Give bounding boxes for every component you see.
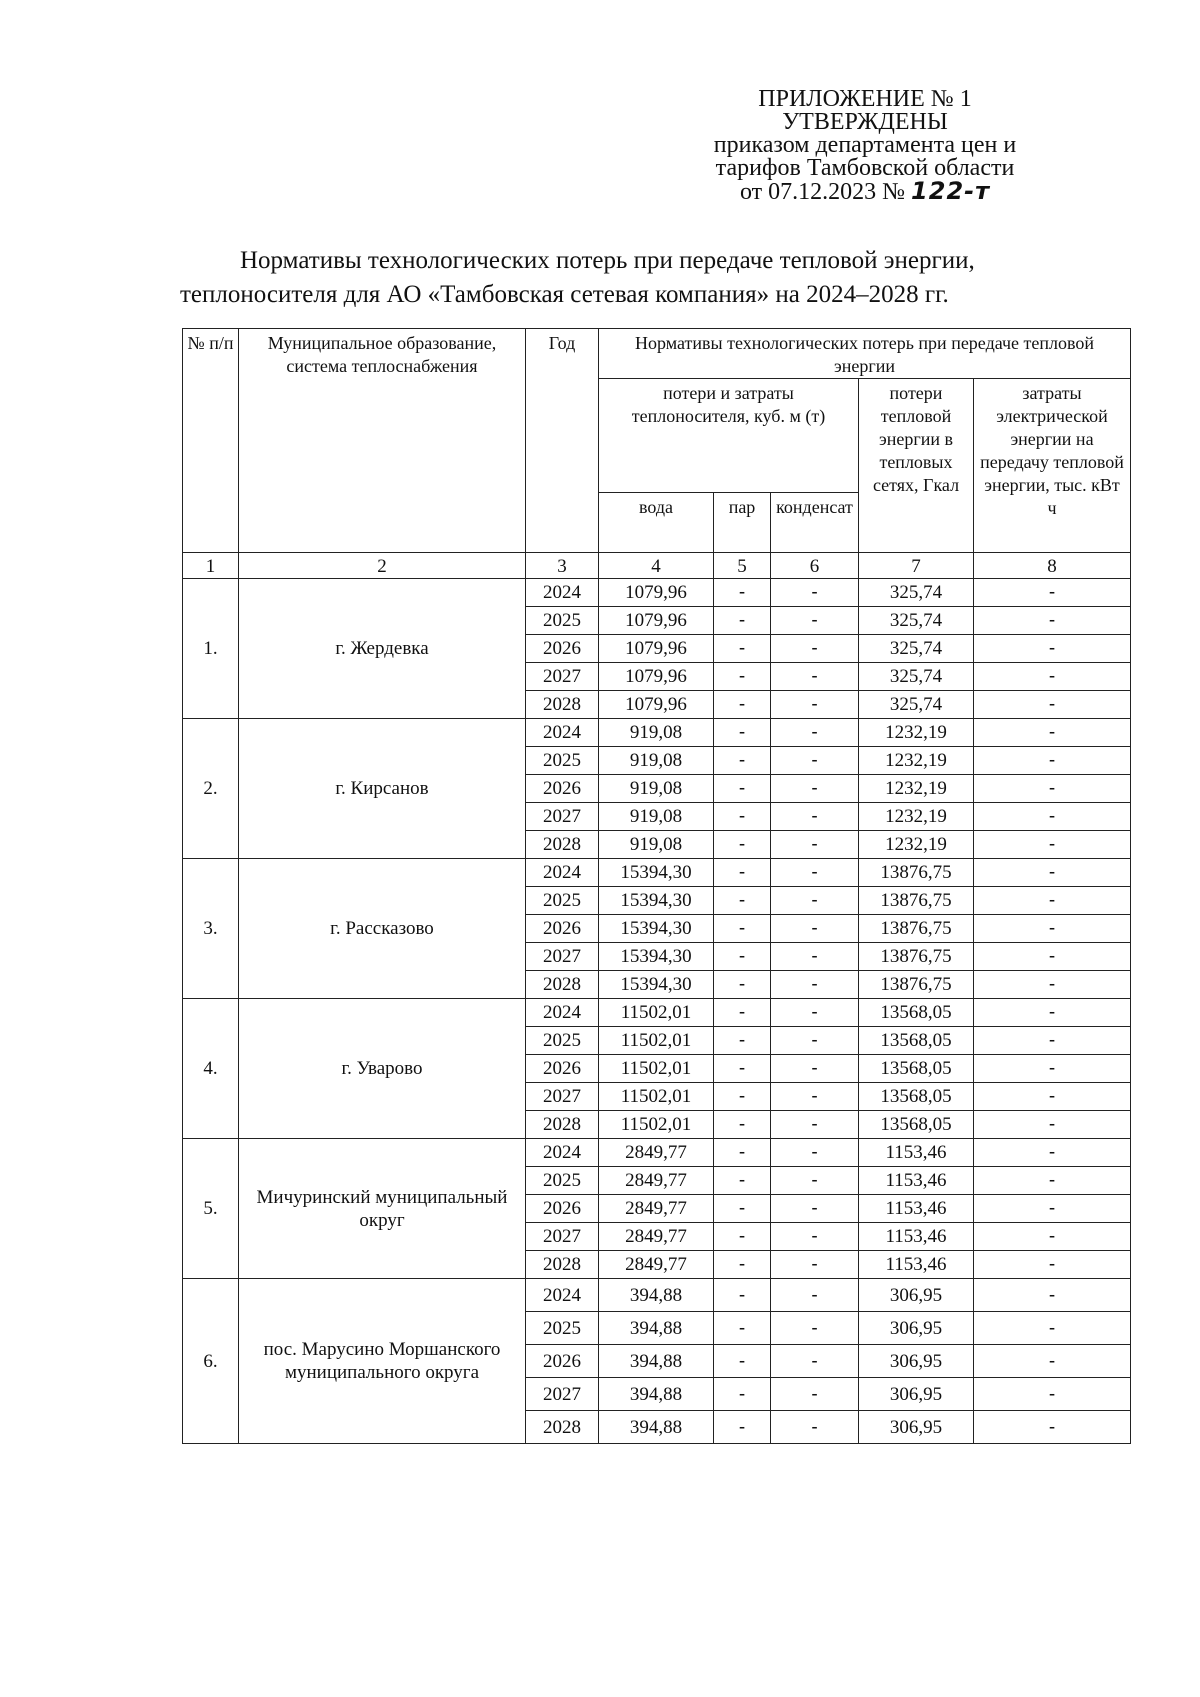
water-cell: 919,08 (599, 831, 714, 859)
heat-cell: 1153,46 (859, 1251, 974, 1279)
year-cell: 2025 (526, 1312, 599, 1345)
column-number: 2 (239, 553, 526, 579)
steam-cell: - (714, 1027, 771, 1055)
header-electricity: затраты электрической энергии на передачу тепловой энергии, тыс. кВт ч (974, 379, 1131, 553)
year-cell: 2024 (526, 719, 599, 747)
condensate-cell: - (771, 1111, 859, 1139)
year-cell: 2024 (526, 999, 599, 1027)
order-line-2: тарифов Тамбовской области (715, 155, 1015, 181)
year-cell: 2028 (526, 1111, 599, 1139)
column-number: 8 (974, 553, 1131, 579)
order-date: от 07.12.2023 № (739, 179, 906, 205)
heat-cell: 306,95 (859, 1411, 974, 1444)
condensate-cell: - (771, 1027, 859, 1055)
steam-cell: - (714, 719, 771, 747)
steam-cell: - (714, 1279, 771, 1312)
steam-cell: - (714, 1411, 771, 1444)
electric-cell: - (974, 635, 1131, 663)
steam-cell: - (714, 635, 771, 663)
condensate-cell: - (771, 579, 859, 607)
table-row (183, 719, 1131, 747)
electric-cell: - (974, 775, 1131, 803)
header-year: Год (526, 329, 599, 553)
approved-label: УТВЕРЖДЕНЫ (782, 109, 948, 135)
water-cell: 15394,30 (599, 971, 714, 999)
header-num: № п/п (183, 329, 239, 553)
heat-cell: 1153,46 (859, 1223, 974, 1251)
electric-cell: - (974, 915, 1131, 943)
year-cell: 2027 (526, 1223, 599, 1251)
steam-cell: - (714, 887, 771, 915)
condensate-cell: - (771, 999, 859, 1027)
water-cell: 1079,96 (599, 663, 714, 691)
electric-cell: - (974, 1345, 1131, 1378)
row-number-cell: 5. (183, 1139, 239, 1279)
municipality-cell: Мичуринский муниципальный округ (239, 1139, 526, 1279)
municipality-cell: г. Кирсанов (239, 719, 526, 859)
water-cell: 1079,96 (599, 691, 714, 719)
heat-cell: 1232,19 (859, 747, 974, 775)
heat-cell: 306,95 (859, 1378, 974, 1411)
heat-cell: 13876,75 (859, 943, 974, 971)
steam-cell: - (714, 747, 771, 775)
steam-cell: - (714, 1111, 771, 1139)
electric-cell: - (974, 607, 1131, 635)
municipality-cell: г. Жердевка (239, 579, 526, 719)
steam-cell: - (714, 1378, 771, 1411)
heat-cell: 1153,46 (859, 1167, 974, 1195)
heat-cell: 306,95 (859, 1345, 974, 1378)
title-line-1: Нормативы технологических потерь при передаче тепловой энергии, (240, 247, 975, 274)
order-number-handwritten: 122-т (911, 177, 991, 205)
condensate-cell: - (771, 607, 859, 635)
water-cell: 15394,30 (599, 915, 714, 943)
electric-cell: - (974, 1378, 1131, 1411)
electric-cell: - (974, 663, 1131, 691)
electric-cell: - (974, 1027, 1131, 1055)
heat-cell: 13568,05 (859, 999, 974, 1027)
condensate-cell: - (771, 1345, 859, 1378)
steam-cell: - (714, 607, 771, 635)
steam-cell: - (714, 1251, 771, 1279)
condensate-cell: - (771, 971, 859, 999)
water-cell: 394,88 (599, 1279, 714, 1312)
column-numbers-row (183, 553, 1131, 579)
heat-cell: 1232,19 (859, 803, 974, 831)
water-cell: 2849,77 (599, 1167, 714, 1195)
electric-cell: - (974, 999, 1131, 1027)
water-cell: 15394,30 (599, 943, 714, 971)
electric-cell: - (974, 691, 1131, 719)
year-cell: 2026 (526, 1055, 599, 1083)
condensate-cell: - (771, 859, 859, 887)
steam-cell: - (714, 971, 771, 999)
steam-cell: - (714, 1223, 771, 1251)
column-number: 6 (771, 553, 859, 579)
heat-cell: 1232,19 (859, 775, 974, 803)
electric-cell: - (974, 1083, 1131, 1111)
water-cell: 394,88 (599, 1411, 714, 1444)
condensate-cell: - (771, 719, 859, 747)
condensate-cell: - (771, 1195, 859, 1223)
electric-cell: - (974, 1312, 1131, 1345)
header-heat-loss: потери тепловой энергии в тепловых сетях, Гкал (859, 379, 974, 553)
condensate-cell: - (771, 1411, 859, 1444)
heat-cell: 13568,05 (859, 1027, 974, 1055)
heat-cell: 325,74 (859, 635, 974, 663)
water-cell: 394,88 (599, 1378, 714, 1411)
year-cell: 2027 (526, 1378, 599, 1411)
header-condensate: конденсат (771, 493, 859, 553)
condensate-cell: - (771, 1139, 859, 1167)
steam-cell: - (714, 1055, 771, 1083)
steam-cell: - (714, 775, 771, 803)
condensate-cell: - (771, 747, 859, 775)
order-line-1: приказом департамента цен и (713, 132, 1017, 158)
year-cell: 2026 (526, 635, 599, 663)
column-number: 7 (859, 553, 974, 579)
water-cell: 11502,01 (599, 1111, 714, 1139)
year-cell: 2026 (526, 1195, 599, 1223)
heat-cell: 325,74 (859, 579, 974, 607)
electric-cell: - (974, 859, 1131, 887)
steam-cell: - (714, 663, 771, 691)
condensate-cell: - (771, 1083, 859, 1111)
heat-cell: 13876,75 (859, 887, 974, 915)
steam-cell: - (714, 1083, 771, 1111)
condensate-cell: - (771, 887, 859, 915)
heat-cell: 325,74 (859, 663, 974, 691)
row-number-cell: 3. (183, 859, 239, 999)
title-line-2: теплоносителя для АО «Тамбовская сетевая компания» на 2024–2028 гг. (180, 281, 949, 308)
year-cell: 2024 (526, 859, 599, 887)
condensate-cell: - (771, 803, 859, 831)
column-number: 1 (183, 553, 239, 579)
year-cell: 2027 (526, 663, 599, 691)
water-cell: 11502,01 (599, 1027, 714, 1055)
document-title (150, 244, 1130, 312)
year-cell: 2025 (526, 607, 599, 635)
steam-cell: - (714, 1195, 771, 1223)
year-cell: 2028 (526, 1411, 599, 1444)
table-row (183, 1279, 1131, 1312)
water-cell: 2849,77 (599, 1251, 714, 1279)
condensate-cell: - (771, 775, 859, 803)
year-cell: 2025 (526, 1167, 599, 1195)
heat-cell: 306,95 (859, 1279, 974, 1312)
appendix-label: ПРИЛОЖЕНИЕ № 1 (758, 86, 972, 112)
water-cell: 2849,77 (599, 1195, 714, 1223)
water-cell: 1079,96 (599, 579, 714, 607)
water-cell: 1079,96 (599, 607, 714, 635)
electric-cell: - (974, 1167, 1131, 1195)
electric-cell: - (974, 971, 1131, 999)
electric-cell: - (974, 1139, 1131, 1167)
condensate-cell: - (771, 1279, 859, 1312)
municipality-cell: пос. Марусино Моршанского муниципального округа (239, 1279, 526, 1444)
condensate-cell: - (771, 1312, 859, 1345)
steam-cell: - (714, 803, 771, 831)
column-number: 5 (714, 553, 771, 579)
year-cell: 2028 (526, 1251, 599, 1279)
condensate-cell: - (771, 635, 859, 663)
row-number-cell: 4. (183, 999, 239, 1139)
condensate-cell: - (771, 831, 859, 859)
steam-cell: - (714, 691, 771, 719)
heat-cell: 13568,05 (859, 1055, 974, 1083)
electric-cell: - (974, 943, 1131, 971)
electric-cell: - (974, 887, 1131, 915)
condensate-cell: - (771, 1223, 859, 1251)
water-cell: 919,08 (599, 747, 714, 775)
water-cell: 919,08 (599, 803, 714, 831)
steam-cell: - (714, 915, 771, 943)
electric-cell: - (974, 579, 1131, 607)
heat-cell: 325,74 (859, 691, 974, 719)
electric-cell: - (974, 719, 1131, 747)
heat-cell: 13876,75 (859, 859, 974, 887)
steam-cell: - (714, 1312, 771, 1345)
year-cell: 2026 (526, 915, 599, 943)
electric-cell: - (974, 1111, 1131, 1139)
water-cell: 394,88 (599, 1312, 714, 1345)
year-cell: 2027 (526, 803, 599, 831)
electric-cell: - (974, 1223, 1131, 1251)
year-cell: 2025 (526, 887, 599, 915)
heat-cell: 13876,75 (859, 915, 974, 943)
year-cell: 2028 (526, 971, 599, 999)
condensate-cell: - (771, 943, 859, 971)
heat-cell: 13568,05 (859, 1111, 974, 1139)
condensate-cell: - (771, 1378, 859, 1411)
steam-cell: - (714, 859, 771, 887)
approval-header (640, 88, 1090, 204)
row-number-cell: 2. (183, 719, 239, 859)
row-number-cell: 6. (183, 1279, 239, 1444)
heat-cell: 325,74 (859, 607, 974, 635)
losses-table (182, 328, 1131, 1444)
electric-cell: - (974, 803, 1131, 831)
water-cell: 11502,01 (599, 1083, 714, 1111)
heat-cell: 306,95 (859, 1312, 974, 1345)
year-cell: 2027 (526, 1083, 599, 1111)
electric-cell: - (974, 1195, 1131, 1223)
year-cell: 2025 (526, 1027, 599, 1055)
heat-cell: 1232,19 (859, 719, 974, 747)
electric-cell: - (974, 747, 1131, 775)
water-cell: 15394,30 (599, 859, 714, 887)
steam-cell: - (714, 1345, 771, 1378)
water-cell: 15394,30 (599, 887, 714, 915)
column-number: 3 (526, 553, 599, 579)
water-cell: 394,88 (599, 1345, 714, 1378)
water-cell: 2849,77 (599, 1139, 714, 1167)
year-cell: 2024 (526, 1139, 599, 1167)
year-cell: 2028 (526, 831, 599, 859)
condensate-cell: - (771, 1251, 859, 1279)
electric-cell: - (974, 1279, 1131, 1312)
year-cell: 2027 (526, 943, 599, 971)
steam-cell: - (714, 1167, 771, 1195)
condensate-cell: - (771, 1167, 859, 1195)
header-steam: пар (714, 493, 771, 553)
heat-cell: 13876,75 (859, 971, 974, 999)
header-water: вода (599, 493, 714, 553)
water-cell: 11502,01 (599, 999, 714, 1027)
water-cell: 11502,01 (599, 1055, 714, 1083)
steam-cell: - (714, 943, 771, 971)
water-cell: 1079,96 (599, 635, 714, 663)
order-date-line (640, 177, 1090, 205)
steam-cell: - (714, 579, 771, 607)
heat-cell: 1153,46 (859, 1139, 974, 1167)
water-cell: 919,08 (599, 719, 714, 747)
electric-cell: - (974, 1251, 1131, 1279)
table-body (183, 579, 1131, 1444)
year-cell: 2026 (526, 1345, 599, 1378)
header-norms: Нормативы технологических потерь при передаче тепловой энергии (599, 329, 1131, 379)
year-cell: 2024 (526, 579, 599, 607)
water-cell: 919,08 (599, 775, 714, 803)
heat-cell: 13568,05 (859, 1083, 974, 1111)
column-number: 4 (599, 553, 714, 579)
electric-cell: - (974, 1055, 1131, 1083)
condensate-cell: - (771, 691, 859, 719)
water-cell: 2849,77 (599, 1223, 714, 1251)
table-row (183, 579, 1131, 607)
heat-cell: 1232,19 (859, 831, 974, 859)
table-row (183, 1139, 1131, 1167)
electric-cell: - (974, 831, 1131, 859)
header-coolant: потери и затраты теплоносителя, куб. м (т) (599, 379, 859, 493)
municipality-cell: г. Рассказово (239, 859, 526, 999)
municipality-cell: г. Уварово (239, 999, 526, 1139)
steam-cell: - (714, 1139, 771, 1167)
row-number-cell: 1. (183, 579, 239, 719)
condensate-cell: - (771, 663, 859, 691)
electric-cell: - (974, 1411, 1131, 1444)
year-cell: 2028 (526, 691, 599, 719)
table-row (183, 999, 1131, 1027)
year-cell: 2025 (526, 747, 599, 775)
year-cell: 2026 (526, 775, 599, 803)
steam-cell: - (714, 831, 771, 859)
condensate-cell: - (771, 1055, 859, 1083)
table-row (183, 859, 1131, 887)
header-municipality: Муниципальное образование, система теплоснабжения (239, 329, 526, 553)
year-cell: 2024 (526, 1279, 599, 1312)
condensate-cell: - (771, 915, 859, 943)
steam-cell: - (714, 999, 771, 1027)
heat-cell: 1153,46 (859, 1195, 974, 1223)
